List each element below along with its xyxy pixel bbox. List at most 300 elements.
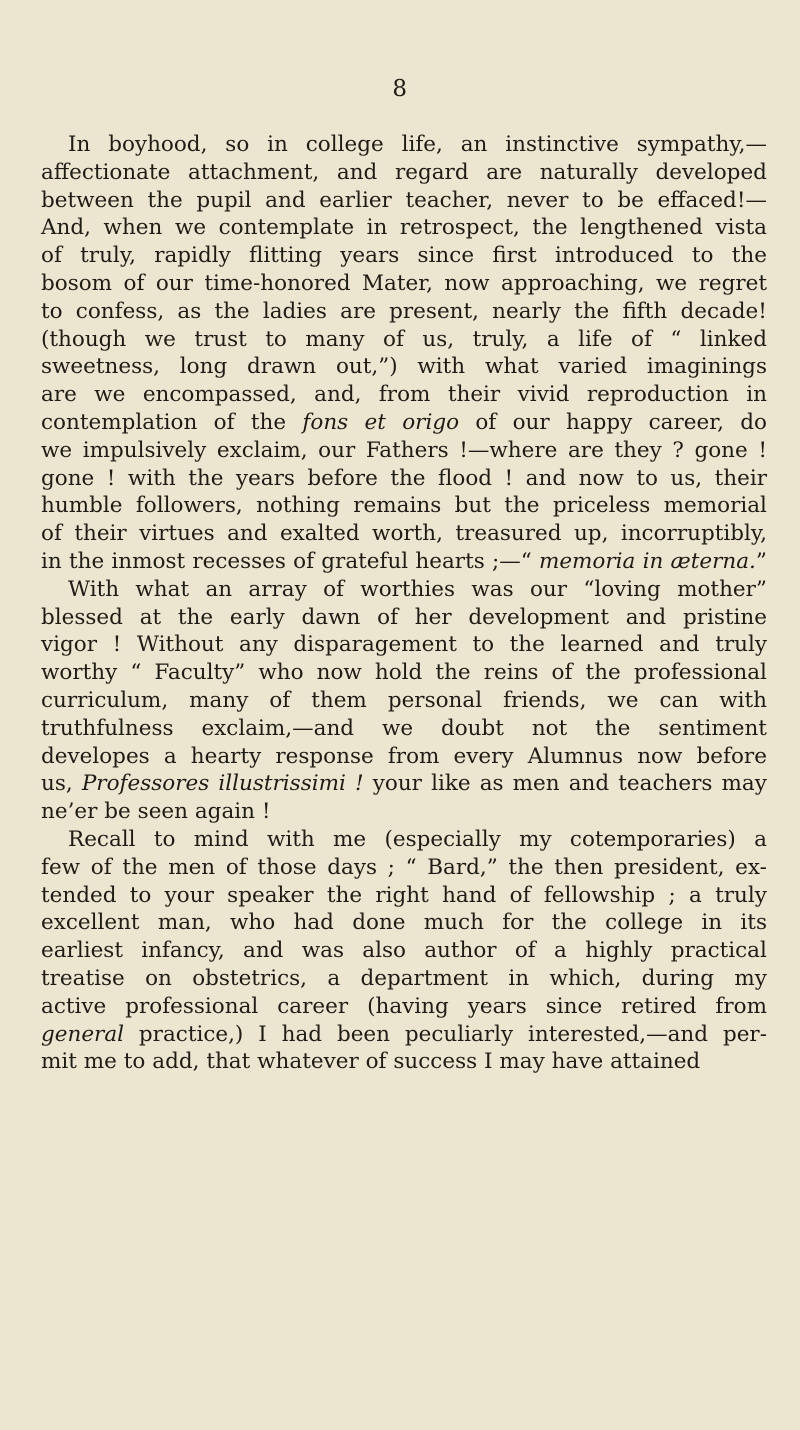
word: practical	[670, 938, 767, 964]
word: of	[551, 660, 573, 686]
text-line	[41, 993, 767, 1021]
word: your	[164, 882, 214, 908]
word: professional	[633, 660, 767, 686]
word: before	[696, 743, 767, 769]
word: the	[509, 632, 545, 658]
word: department	[360, 965, 489, 991]
word: success	[393, 1049, 478, 1075]
text-line	[41, 798, 767, 826]
word: me	[333, 826, 367, 852]
word: and	[525, 465, 567, 491]
body-text	[41, 131, 767, 1076]
word: !	[758, 437, 767, 463]
word: so	[225, 132, 250, 157]
word: may	[499, 1049, 545, 1075]
word: college	[305, 132, 384, 157]
word: of	[377, 604, 399, 630]
word: recesses	[192, 548, 286, 574]
word: !	[261, 799, 271, 825]
word: of	[631, 326, 652, 352]
text-line	[41, 353, 767, 381]
word: them	[311, 687, 367, 713]
word: blessed	[41, 604, 123, 630]
word: memoria	[538, 548, 636, 574]
word: they	[614, 437, 662, 463]
text-line	[41, 826, 767, 854]
word: with	[266, 826, 315, 852]
word: during	[641, 965, 715, 991]
word: in	[701, 910, 723, 936]
word: effaced!—	[657, 187, 767, 213]
word: worthies	[360, 576, 456, 602]
word: for	[502, 910, 534, 936]
word: and	[265, 187, 306, 213]
word: infancy,	[141, 938, 225, 964]
word: regret	[698, 270, 767, 296]
word: have	[551, 1049, 604, 1075]
word: those	[257, 854, 317, 880]
text-line	[41, 576, 767, 604]
word: from	[715, 993, 767, 1019]
word: and	[336, 159, 378, 185]
word: who	[258, 660, 304, 686]
word: truly	[715, 882, 767, 908]
word: your	[372, 771, 422, 797]
word: treasured	[455, 521, 562, 547]
word: the	[504, 493, 540, 519]
word: between	[41, 187, 134, 213]
word: president,	[613, 854, 725, 880]
word: a	[327, 965, 341, 991]
word: earliest	[41, 938, 123, 964]
word: since	[417, 243, 475, 269]
word: we	[94, 382, 126, 408]
word: inmost	[111, 548, 186, 574]
word: life,	[401, 132, 443, 157]
word: ;—“	[491, 548, 532, 574]
word: instinctive	[505, 132, 619, 157]
word: (having	[367, 993, 449, 1019]
word: the	[532, 215, 568, 241]
word: Mater,	[362, 270, 433, 296]
text-line	[41, 214, 767, 242]
text-line	[41, 715, 767, 743]
text-line	[41, 270, 767, 298]
word: in	[508, 965, 530, 991]
word: priceless	[552, 493, 651, 519]
word: the	[574, 298, 610, 324]
word: that	[206, 1049, 251, 1075]
word: humble	[41, 493, 123, 519]
word: our	[318, 437, 356, 463]
word: retired	[621, 993, 697, 1019]
word: be	[617, 187, 644, 213]
text-line	[41, 854, 767, 882]
word: me	[83, 1049, 117, 1075]
word: introduced	[554, 243, 674, 269]
word: nearly	[492, 298, 561, 324]
word: exclaim,	[216, 437, 308, 463]
word: was	[301, 938, 344, 964]
text-line	[41, 631, 767, 659]
text-line	[41, 604, 767, 632]
word: from	[378, 382, 431, 408]
word: earlier	[319, 187, 392, 213]
word: fifth	[622, 298, 668, 324]
word: the	[595, 715, 631, 741]
word: !	[106, 465, 116, 491]
word: the	[508, 854, 544, 880]
word: doubt	[440, 715, 504, 741]
word: on	[145, 965, 172, 991]
word: exclaim,—and	[201, 715, 355, 741]
word: are	[340, 298, 376, 324]
word: up,	[573, 521, 609, 547]
word: vista	[715, 215, 767, 241]
word: illustrissimi	[218, 771, 346, 797]
word: teachers	[618, 771, 713, 797]
word: ex-	[735, 854, 767, 880]
word: since	[545, 993, 603, 1019]
word: years	[467, 993, 527, 1019]
word: affectionate	[41, 159, 171, 185]
word: the	[122, 854, 158, 880]
word: cotemporaries)	[569, 826, 736, 852]
word: of	[365, 1049, 387, 1075]
word: array	[248, 576, 307, 602]
text-line	[41, 409, 767, 437]
word: and	[625, 604, 667, 630]
word: of	[225, 854, 247, 880]
word: active	[41, 993, 107, 1019]
word: lengthened	[580, 215, 703, 241]
word: contemplation	[41, 409, 198, 435]
text-line	[41, 659, 767, 687]
word: been	[336, 1021, 390, 1047]
word: incorruptibly,	[620, 521, 767, 547]
word: college	[605, 910, 684, 936]
word: ladies	[262, 298, 327, 324]
word: retrospect,	[399, 215, 520, 241]
word: Faculty”	[154, 660, 246, 686]
word: truly,	[80, 243, 136, 269]
word: with	[127, 465, 176, 491]
word: their	[714, 465, 767, 491]
text-line	[41, 687, 767, 715]
word: my	[519, 826, 552, 852]
word: exalted	[279, 521, 360, 547]
word: origo	[402, 409, 460, 435]
word: practice,)	[138, 1021, 244, 1047]
word: happy	[565, 409, 633, 435]
word: (though	[41, 326, 127, 352]
word: to	[582, 187, 604, 213]
word: be	[104, 799, 131, 825]
word: a	[546, 326, 560, 352]
word: highly	[585, 938, 653, 964]
word: and	[568, 771, 610, 797]
word: remains	[353, 493, 442, 519]
word: confess,	[75, 298, 165, 324]
word: a	[689, 882, 702, 908]
word: with	[719, 687, 767, 713]
word: of	[475, 409, 497, 435]
word: “	[130, 660, 142, 686]
word: Bard,”	[427, 854, 498, 880]
word: fons	[302, 409, 349, 435]
word: to	[265, 326, 287, 352]
word: who	[230, 910, 276, 936]
word: a	[554, 938, 567, 964]
word: now	[444, 270, 490, 296]
word: are	[567, 437, 604, 463]
word: virtues	[139, 521, 215, 547]
word: to	[41, 298, 63, 324]
word: rapidly	[154, 243, 231, 269]
word: encompassed,	[142, 382, 297, 408]
word: truly	[715, 632, 767, 658]
word: gone	[41, 465, 95, 491]
text-line	[41, 492, 767, 520]
word: of	[269, 687, 291, 713]
word: the	[147, 187, 183, 213]
word: their	[447, 382, 501, 408]
word: disparagement	[293, 632, 457, 658]
word: days	[327, 854, 377, 880]
word: men	[168, 854, 216, 880]
word: Professores	[81, 771, 210, 797]
word: few	[41, 854, 81, 880]
word: had	[293, 910, 334, 936]
word: I	[258, 1021, 267, 1047]
text-line	[41, 1048, 767, 1076]
word: “	[405, 854, 417, 880]
word: us,	[41, 771, 73, 797]
word: imaginings	[646, 354, 767, 380]
word: general	[41, 1021, 125, 1047]
word: developed	[655, 159, 767, 185]
word: men	[512, 771, 560, 797]
word: worthy	[41, 660, 118, 686]
word: In	[68, 132, 91, 157]
word: the	[214, 298, 250, 324]
word: we	[144, 326, 176, 352]
text-line	[41, 437, 767, 465]
word: mind	[193, 826, 249, 852]
word: we	[381, 715, 414, 741]
word: do	[740, 409, 767, 435]
word: had	[281, 1021, 323, 1047]
word: our	[529, 576, 568, 602]
word: hearty	[190, 743, 262, 769]
word: the	[250, 409, 287, 435]
word: personal	[387, 687, 483, 713]
word: to	[472, 632, 495, 658]
word: career,	[648, 409, 724, 435]
word: of	[123, 270, 145, 296]
word: !	[354, 771, 364, 797]
word: of	[293, 548, 315, 574]
text-line	[41, 465, 767, 493]
word: right	[375, 882, 429, 908]
word: the	[390, 465, 426, 491]
text-line	[41, 1021, 767, 1049]
word: we	[607, 687, 639, 713]
word: which,	[549, 965, 622, 991]
word: us,	[670, 465, 703, 491]
word: tended	[41, 882, 117, 908]
word: we	[174, 215, 207, 241]
word: reproduction	[586, 382, 729, 408]
word: also	[362, 938, 406, 964]
word: man,	[157, 910, 212, 936]
word: friends,	[503, 687, 587, 713]
word: I	[484, 1049, 493, 1075]
word: now	[316, 660, 362, 686]
word: With	[68, 576, 120, 602]
word: approaching,	[501, 270, 645, 296]
word: every	[453, 743, 514, 769]
word: teacher,	[405, 187, 494, 213]
word: like	[431, 771, 471, 797]
word: from	[387, 743, 440, 769]
word: of	[323, 576, 344, 602]
word: “	[670, 326, 682, 352]
word: are	[486, 159, 523, 185]
word: et	[364, 409, 386, 435]
word: to	[691, 243, 714, 269]
word: ;	[387, 854, 395, 880]
word: what	[135, 576, 190, 602]
word: speaker	[227, 882, 314, 908]
word: our	[512, 409, 550, 435]
word: to	[123, 1049, 146, 1075]
word: when	[103, 215, 163, 241]
word: the	[435, 660, 471, 686]
word: an	[460, 132, 488, 157]
word: Without	[136, 632, 224, 658]
word: now	[578, 465, 624, 491]
text-line	[41, 187, 767, 215]
word: the	[177, 604, 214, 630]
word: as	[479, 771, 504, 797]
word: followers,	[135, 493, 243, 519]
word: of	[514, 938, 536, 964]
word: a	[754, 826, 767, 852]
word: vivid	[517, 382, 570, 408]
word: Fathers	[365, 437, 449, 463]
word: of	[90, 854, 112, 880]
word: my	[734, 965, 767, 991]
word: æterna.”	[670, 548, 767, 574]
word: seen	[137, 799, 188, 825]
word: their	[74, 521, 127, 547]
word: !	[504, 465, 514, 491]
word: curriculum,	[41, 687, 169, 713]
word: the	[326, 882, 363, 908]
word: in	[642, 548, 664, 574]
word: flitting	[249, 243, 322, 269]
word: and,	[314, 382, 362, 408]
word: in	[366, 215, 388, 241]
word: varied	[558, 354, 628, 380]
word: to	[636, 465, 658, 491]
word: in	[746, 382, 767, 408]
word: long	[179, 354, 228, 380]
word: impulsively	[82, 437, 207, 463]
word: to	[153, 826, 176, 852]
word: contemplate	[218, 215, 355, 241]
word: of	[509, 882, 531, 908]
word: gone	[694, 437, 748, 463]
word: as	[177, 298, 202, 324]
word: drawn	[247, 354, 317, 380]
word: sentiment	[658, 715, 767, 741]
word: and	[227, 521, 268, 547]
text-line	[41, 937, 767, 965]
word: out,”)	[335, 354, 398, 380]
text-line	[41, 326, 767, 354]
word: its	[740, 910, 767, 936]
word: in	[267, 132, 288, 157]
text-line	[41, 381, 767, 409]
word: many	[189, 687, 249, 713]
word: !—where	[459, 437, 558, 463]
word: life	[578, 326, 613, 352]
word: the	[68, 548, 105, 574]
word: linked	[699, 326, 767, 352]
text-line	[41, 131, 767, 159]
word: to	[129, 882, 152, 908]
word: sweetness,	[41, 354, 160, 380]
word: fellowship	[543, 882, 656, 908]
word: years	[340, 243, 400, 269]
word: Recall	[68, 826, 136, 852]
word: truthfulness	[41, 715, 174, 741]
word: treatise	[41, 965, 125, 991]
word: not	[531, 715, 568, 741]
word: worth,	[372, 521, 443, 547]
page-number: 8	[392, 76, 408, 102]
word: now	[637, 743, 683, 769]
word: trust	[194, 326, 247, 352]
word: at	[139, 604, 162, 630]
word: !	[112, 632, 122, 658]
word: and	[659, 632, 700, 658]
word: us,	[422, 326, 455, 352]
word: first	[492, 243, 537, 269]
word: flood	[438, 465, 493, 491]
word: naturally	[539, 159, 638, 185]
word: was	[471, 576, 514, 602]
word: memorial	[663, 493, 767, 519]
word: an	[205, 576, 233, 602]
word: any	[239, 632, 278, 658]
word: ?	[672, 437, 684, 463]
word: time-honored	[204, 270, 351, 296]
word: early	[229, 604, 285, 630]
word: whatever	[257, 1049, 359, 1075]
word: grateful	[321, 548, 409, 574]
word: done	[352, 910, 406, 936]
word: then	[554, 854, 604, 880]
text-line	[41, 242, 767, 270]
word: response	[275, 743, 374, 769]
word: peculiarly	[404, 1021, 514, 1047]
text-line	[41, 882, 767, 910]
text-line	[41, 770, 767, 798]
word: developes	[41, 743, 150, 769]
